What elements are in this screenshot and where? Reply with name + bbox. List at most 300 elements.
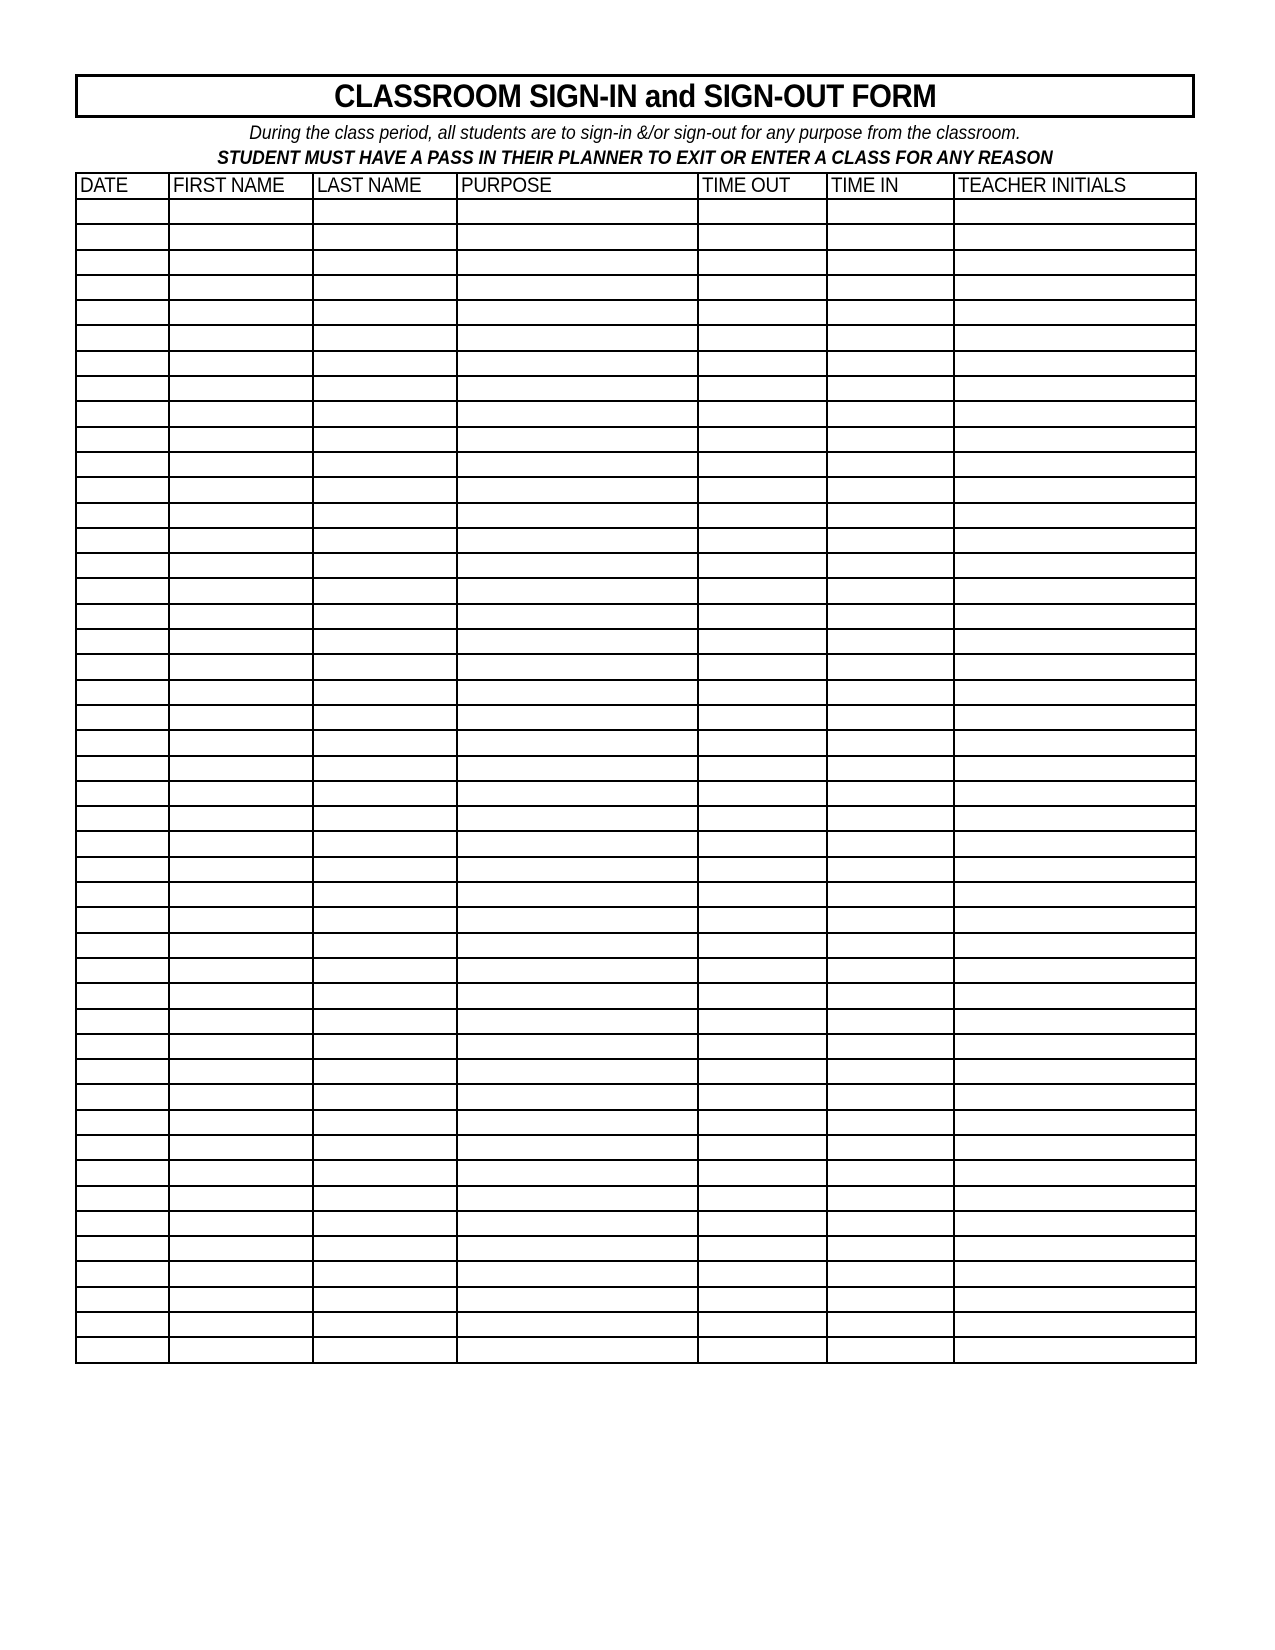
table-row [76, 376, 1196, 401]
table-cell [313, 1059, 457, 1084]
table-row [76, 1084, 1196, 1109]
table-cell [827, 1135, 954, 1160]
table-cell [698, 1059, 827, 1084]
table-cell [457, 1034, 698, 1059]
table-cell [698, 1084, 827, 1109]
table-cell [954, 882, 1196, 907]
table-cell [457, 1337, 698, 1362]
table-cell [698, 831, 827, 856]
column-header-teacher-initials: TEACHER INITIALS [954, 173, 1196, 199]
table-cell [313, 503, 457, 528]
table-cell [313, 1287, 457, 1312]
table-cell [954, 427, 1196, 452]
table-row [76, 857, 1196, 882]
table-cell [169, 224, 313, 249]
table-cell [954, 756, 1196, 781]
table-row [76, 654, 1196, 679]
table-cell [169, 275, 313, 300]
table-row [76, 503, 1196, 528]
table-cell [457, 958, 698, 983]
table-cell [169, 351, 313, 376]
table-cell [76, 199, 169, 224]
table-row [76, 275, 1196, 300]
table-cell [313, 1034, 457, 1059]
table-cell [954, 250, 1196, 275]
table-cell [827, 300, 954, 325]
table-row [76, 680, 1196, 705]
table-cell [954, 224, 1196, 249]
table-cell [76, 553, 169, 578]
table-cell [76, 250, 169, 275]
table-cell [313, 1261, 457, 1286]
table-cell [313, 351, 457, 376]
table-cell [827, 224, 954, 249]
table-cell [76, 300, 169, 325]
table-cell [457, 427, 698, 452]
table-cell [827, 958, 954, 983]
table-cell [457, 300, 698, 325]
table-cell [698, 199, 827, 224]
table-cell [954, 325, 1196, 350]
table-cell [698, 857, 827, 882]
table-cell [827, 1312, 954, 1337]
table-cell [827, 1084, 954, 1109]
table-cell [698, 376, 827, 401]
table-cell [954, 1312, 1196, 1337]
table-cell [76, 1084, 169, 1109]
table-row [76, 882, 1196, 907]
column-header-time-in: TIME IN [827, 173, 954, 199]
table-cell [76, 604, 169, 629]
table-cell [76, 1287, 169, 1312]
column-header-date: DATE [76, 173, 169, 199]
table-cell [313, 730, 457, 755]
table-cell [76, 275, 169, 300]
table-cell [313, 578, 457, 603]
table-cell [457, 705, 698, 730]
table-cell [698, 452, 827, 477]
table-cell [954, 654, 1196, 679]
table-row [76, 477, 1196, 502]
table-cell [827, 1059, 954, 1084]
table-cell [827, 250, 954, 275]
table-cell [313, 629, 457, 654]
table-cell [698, 1287, 827, 1312]
table-cell [457, 250, 698, 275]
table-row [76, 325, 1196, 350]
table-cell [169, 907, 313, 932]
table-cell [169, 1236, 313, 1261]
table-cell [76, 1059, 169, 1084]
table-cell [313, 427, 457, 452]
table-row [76, 958, 1196, 983]
table-cell [954, 1084, 1196, 1109]
table-cell [76, 705, 169, 730]
table-cell [954, 1287, 1196, 1312]
table-cell [698, 477, 827, 502]
table-cell [698, 604, 827, 629]
table-cell [698, 1034, 827, 1059]
table-cell [827, 503, 954, 528]
table-cell [827, 933, 954, 958]
table-row [76, 831, 1196, 856]
table-cell [457, 224, 698, 249]
table-cell [169, 1135, 313, 1160]
table-cell [76, 756, 169, 781]
table-cell [827, 857, 954, 882]
table-cell [698, 882, 827, 907]
table-cell [313, 604, 457, 629]
table-cell [169, 1059, 313, 1084]
table-cell [954, 831, 1196, 856]
table-cell [313, 275, 457, 300]
table-cell [954, 958, 1196, 983]
table-cell [169, 325, 313, 350]
table-cell [954, 1160, 1196, 1185]
table-cell [457, 553, 698, 578]
table-cell [169, 1160, 313, 1185]
table-cell [954, 629, 1196, 654]
table-cell [827, 528, 954, 553]
table-cell [169, 503, 313, 528]
column-header-purpose: PURPOSE [457, 173, 698, 199]
table-cell [698, 224, 827, 249]
table-cell [954, 199, 1196, 224]
table-cell [457, 781, 698, 806]
table-row [76, 1186, 1196, 1211]
table-cell [698, 578, 827, 603]
table-cell [827, 1236, 954, 1261]
table-cell [76, 1312, 169, 1337]
table-cell [457, 1312, 698, 1337]
table-cell [698, 275, 827, 300]
table-cell [76, 933, 169, 958]
table-cell [827, 680, 954, 705]
table-cell [169, 831, 313, 856]
table-cell [698, 325, 827, 350]
table-cell [827, 325, 954, 350]
table-cell [457, 401, 698, 426]
table-cell [954, 1059, 1196, 1084]
table-cell [313, 1135, 457, 1160]
table-cell [954, 553, 1196, 578]
table-cell [954, 1337, 1196, 1362]
table-row [76, 351, 1196, 376]
table-cell [76, 376, 169, 401]
table-cell [827, 756, 954, 781]
table-cell [827, 882, 954, 907]
table-cell [954, 1211, 1196, 1236]
table-cell [827, 1110, 954, 1135]
table-cell [457, 1287, 698, 1312]
table-cell [313, 680, 457, 705]
table-cell [169, 1186, 313, 1211]
table-cell [698, 933, 827, 958]
table-cell [954, 933, 1196, 958]
table-cell [313, 882, 457, 907]
table-cell [698, 1135, 827, 1160]
table-cell [313, 958, 457, 983]
table-cell [698, 907, 827, 932]
table-cell [313, 1160, 457, 1185]
table-cell [76, 958, 169, 983]
table-row [76, 1009, 1196, 1034]
table-cell [313, 528, 457, 553]
table-row [76, 1034, 1196, 1059]
table-cell [169, 528, 313, 553]
table-cell [954, 1110, 1196, 1135]
table-cell [827, 983, 954, 1008]
table-cell [169, 756, 313, 781]
table-cell [169, 1287, 313, 1312]
table-row [76, 199, 1196, 224]
table-cell [169, 730, 313, 755]
table-cell [457, 1261, 698, 1286]
table-cell [76, 325, 169, 350]
table-cell [827, 1287, 954, 1312]
table-row [76, 907, 1196, 932]
table-cell [457, 756, 698, 781]
table-cell [698, 427, 827, 452]
table-row [76, 781, 1196, 806]
table-cell [457, 933, 698, 958]
table-cell [76, 477, 169, 502]
table-cell [954, 275, 1196, 300]
table-cell [76, 528, 169, 553]
table-cell [698, 730, 827, 755]
table-cell [457, 604, 698, 629]
table-cell [954, 528, 1196, 553]
table-row [76, 1287, 1196, 1312]
table-cell [169, 705, 313, 730]
table-cell [954, 730, 1196, 755]
table-cell [76, 1261, 169, 1286]
table-cell [76, 452, 169, 477]
table-cell [313, 1110, 457, 1135]
table-cell [954, 781, 1196, 806]
table-cell [827, 1009, 954, 1034]
table-cell [698, 1009, 827, 1034]
table-cell [827, 781, 954, 806]
table-cell [698, 705, 827, 730]
table-cell [698, 958, 827, 983]
table-cell [698, 781, 827, 806]
table-cell [827, 427, 954, 452]
table-cell [827, 806, 954, 831]
table-cell [169, 1110, 313, 1135]
table-cell [827, 199, 954, 224]
table-cell [169, 882, 313, 907]
sign-in-table [75, 172, 1197, 1364]
table-cell [76, 882, 169, 907]
table-cell [76, 806, 169, 831]
table-cell [827, 629, 954, 654]
table-cell [169, 604, 313, 629]
table-cell [169, 654, 313, 679]
table-cell [698, 351, 827, 376]
table-cell [954, 907, 1196, 932]
table-cell [827, 401, 954, 426]
table-cell [827, 705, 954, 730]
table-cell [457, 1236, 698, 1261]
table-cell [457, 831, 698, 856]
table-cell [313, 1009, 457, 1034]
table-cell [954, 300, 1196, 325]
table-cell [954, 857, 1196, 882]
table-row [76, 933, 1196, 958]
table-cell [457, 1059, 698, 1084]
table-cell [827, 351, 954, 376]
table-cell [76, 1135, 169, 1160]
table-cell [954, 351, 1196, 376]
table-cell [169, 983, 313, 1008]
table-cell [954, 1261, 1196, 1286]
table-cell [698, 654, 827, 679]
table-cell [827, 578, 954, 603]
table-cell [457, 680, 698, 705]
table-cell [76, 831, 169, 856]
table-cell [954, 452, 1196, 477]
table-cell [457, 730, 698, 755]
table-cell [169, 376, 313, 401]
table-cell [313, 857, 457, 882]
table-cell [169, 452, 313, 477]
table-cell [698, 528, 827, 553]
table-cell [313, 933, 457, 958]
table-cell [76, 857, 169, 882]
table-cell [313, 907, 457, 932]
table-cell [698, 250, 827, 275]
table-cell [954, 376, 1196, 401]
table-cell [457, 1084, 698, 1109]
table-cell [313, 1312, 457, 1337]
table-cell [313, 806, 457, 831]
table-cell [313, 300, 457, 325]
table-cell [827, 654, 954, 679]
table-row [76, 983, 1196, 1008]
table-row [76, 224, 1196, 249]
table-cell [698, 503, 827, 528]
table-cell [954, 604, 1196, 629]
table-cell [827, 477, 954, 502]
table-cell [457, 1186, 698, 1211]
table-cell [698, 756, 827, 781]
table-row [76, 1261, 1196, 1286]
table-row [76, 1059, 1196, 1084]
table-cell [457, 1110, 698, 1135]
table-cell [457, 325, 698, 350]
table-cell [698, 983, 827, 1008]
table-cell [827, 553, 954, 578]
table-cell [76, 1211, 169, 1236]
table-cell [954, 578, 1196, 603]
table-cell [457, 907, 698, 932]
header-row [76, 173, 1196, 199]
table-cell [169, 1211, 313, 1236]
table-cell [169, 553, 313, 578]
table-cell [698, 553, 827, 578]
table-cell [954, 503, 1196, 528]
table-row [76, 427, 1196, 452]
table-cell [169, 401, 313, 426]
table-cell [954, 477, 1196, 502]
table-cell [954, 680, 1196, 705]
table-cell [698, 680, 827, 705]
table-cell [313, 199, 457, 224]
table-cell [76, 224, 169, 249]
table-cell [76, 351, 169, 376]
table-cell [457, 376, 698, 401]
table-cell [827, 1337, 954, 1362]
column-header-last-name: LAST NAME [313, 173, 457, 199]
table-cell [954, 401, 1196, 426]
table-cell [169, 300, 313, 325]
table-cell [313, 756, 457, 781]
table-row [76, 300, 1196, 325]
table-cell [698, 629, 827, 654]
table-cell [313, 1211, 457, 1236]
table-cell [169, 199, 313, 224]
table-cell [457, 1160, 698, 1185]
table-cell [698, 1160, 827, 1185]
table-cell [827, 1211, 954, 1236]
table-row [76, 1135, 1196, 1160]
table-cell [169, 578, 313, 603]
table-cell [313, 376, 457, 401]
table-row [76, 250, 1196, 275]
table-cell [457, 452, 698, 477]
table-cell [827, 730, 954, 755]
table-cell [457, 857, 698, 882]
table-cell [827, 1261, 954, 1286]
table-cell [76, 781, 169, 806]
table-cell [698, 1337, 827, 1362]
table-cell [827, 1034, 954, 1059]
table-row [76, 806, 1196, 831]
table-cell [954, 806, 1196, 831]
table-cell [76, 1337, 169, 1362]
column-header-first-name: FIRST NAME [169, 173, 313, 199]
table-cell [169, 629, 313, 654]
table-cell [76, 1236, 169, 1261]
table-cell [313, 705, 457, 730]
table-cell [698, 1110, 827, 1135]
table-cell [954, 1236, 1196, 1261]
table-cell [169, 1337, 313, 1362]
table-cell [313, 654, 457, 679]
table-cell [457, 477, 698, 502]
table-cell [827, 604, 954, 629]
sign-in-form [75, 74, 1195, 1364]
table-cell [76, 578, 169, 603]
table-cell [76, 1160, 169, 1185]
table-cell [169, 1261, 313, 1286]
table-cell [169, 250, 313, 275]
table-cell [827, 376, 954, 401]
table-row [76, 578, 1196, 603]
table-cell [457, 503, 698, 528]
table-cell [169, 1084, 313, 1109]
table-cell [698, 1236, 827, 1261]
table-cell [76, 401, 169, 426]
table-cell [457, 528, 698, 553]
table-body [76, 199, 1196, 1363]
column-header-time-out: TIME OUT [698, 173, 827, 199]
table-row [76, 756, 1196, 781]
table-cell [457, 882, 698, 907]
table-cell [457, 1211, 698, 1236]
form-title: CLASSROOM SIGN-IN and SIGN-OUT FORM [333, 77, 937, 114]
